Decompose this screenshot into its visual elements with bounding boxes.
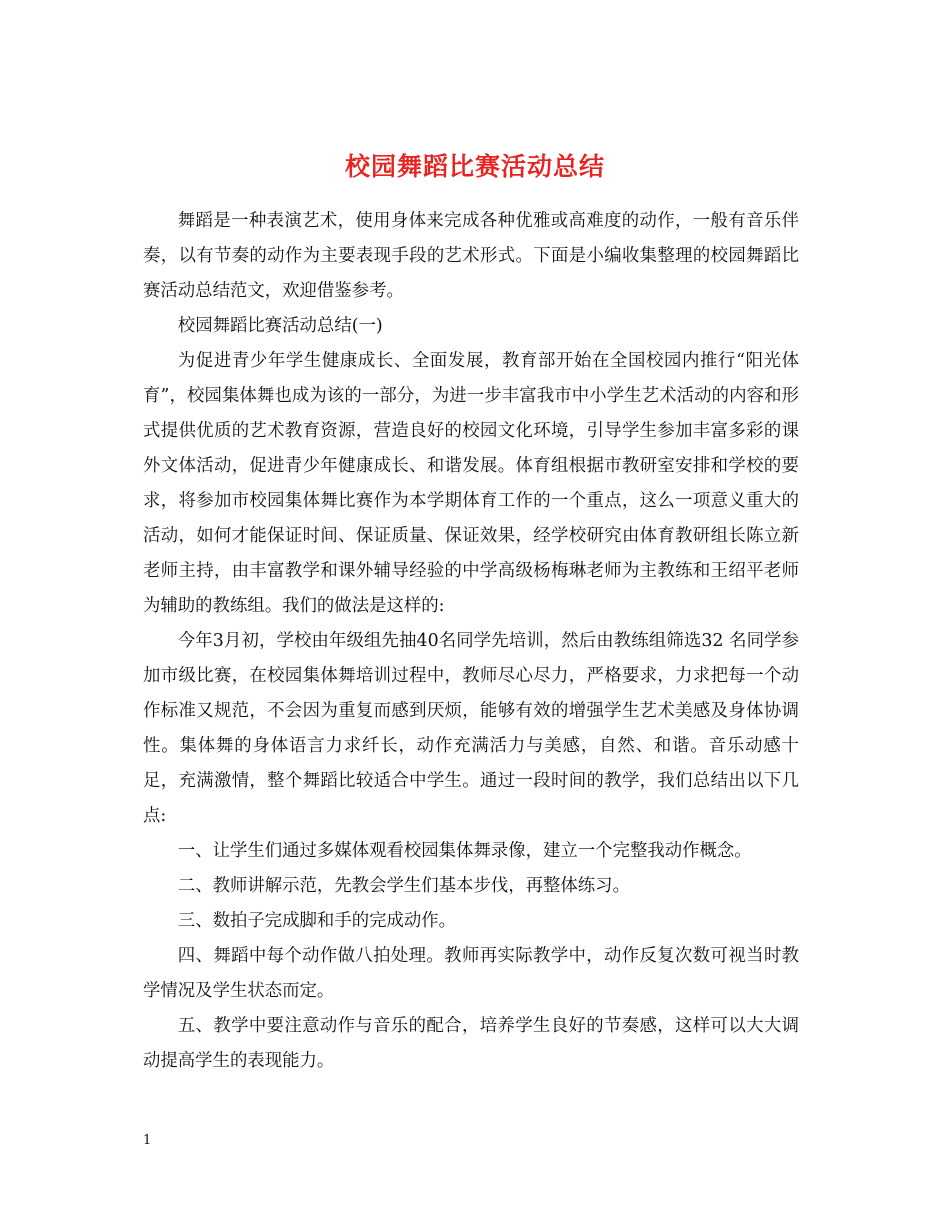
body-paragraph: 为促进青少年学生健康成长、全面发展，教育部开始在全国校园内推行“阳光体育”，校园集体舞也成为该的一部分，为进一步丰富我市中小学生艺术活动的内容和形式提供优质的艺术教育资源，营造良好的校园文化环境，引导学生参加丰富多彩的课外文体活动，促进青少年健康成长、和谐发展。体育组根据市教研室安排和学校的要求，将参加市校园集体舞比赛作为本学期体育工作的一个重点，这么一项意义重大的活动，如何才能保证时间、保证质量、保证效果，经学校研究由体育教研组长陈立新老师主持，由丰富教学和课外辅导经验的中学高级杨梅琳老师为主教练和王绍平老师为辅助的教练组。我们的做法是这样的: <box>143 351 799 616</box>
list-item: 四、舞蹈中每个动作做八拍处理。教师再实际教学中，动作反复次数可视当时教学情况及学生状态而定。 <box>143 946 799 1001</box>
list-item: 一、让学生们通过多媒体观看校园集体舞录像，建立一个完整我动作概念。 <box>177 841 752 861</box>
section-heading: 校园舞蹈比赛活动总结(一) <box>177 316 383 336</box>
document-body <box>143 204 799 1079</box>
list-item: 三、数拍子完成脚和手的完成动作。 <box>177 911 457 931</box>
page-number: 1 <box>143 1133 152 1148</box>
intro-paragraph: 舞蹈是一种表演艺术，使用身体来完成各种优雅或高难度的动作，一般有音乐伴奏，以有节奏的动作为主要表现手段的艺术形式。下面是小编收集整理的校园舞蹈比赛活动总结范文，欢迎借鉴参考。 <box>143 211 799 301</box>
body-paragraph: 今年3月初，学校由年级组先抽40名同学先培训，然后由教练组筛选32 名同学参加市级比赛，在校园集体舞培训过程中，教师尽心尽力，严格要求，力求把每一个动作标准又规范，不会因为重复而感到厌烦，能够有效的增强学生艺术美感及身体协调性。集体舞的身体语言力求纤长，动作充满活力与美感，自然、和谐。音乐动感十足，充满激情，整个舞蹈比较适合中学生。通过一段时间的教学，我们总结出以下几点: <box>143 631 799 826</box>
list-item: 五、教学中要注意动作与音乐的配合，培养学生良好的节奏感，这样可以大大调动提高学生的表现能力。 <box>143 1016 799 1071</box>
document-title: 校园舞蹈比赛活动总结 <box>344 151 605 181</box>
list-item: 二、教师讲解示范，先教会学生们基本步伐，再整体练习。 <box>177 876 630 896</box>
